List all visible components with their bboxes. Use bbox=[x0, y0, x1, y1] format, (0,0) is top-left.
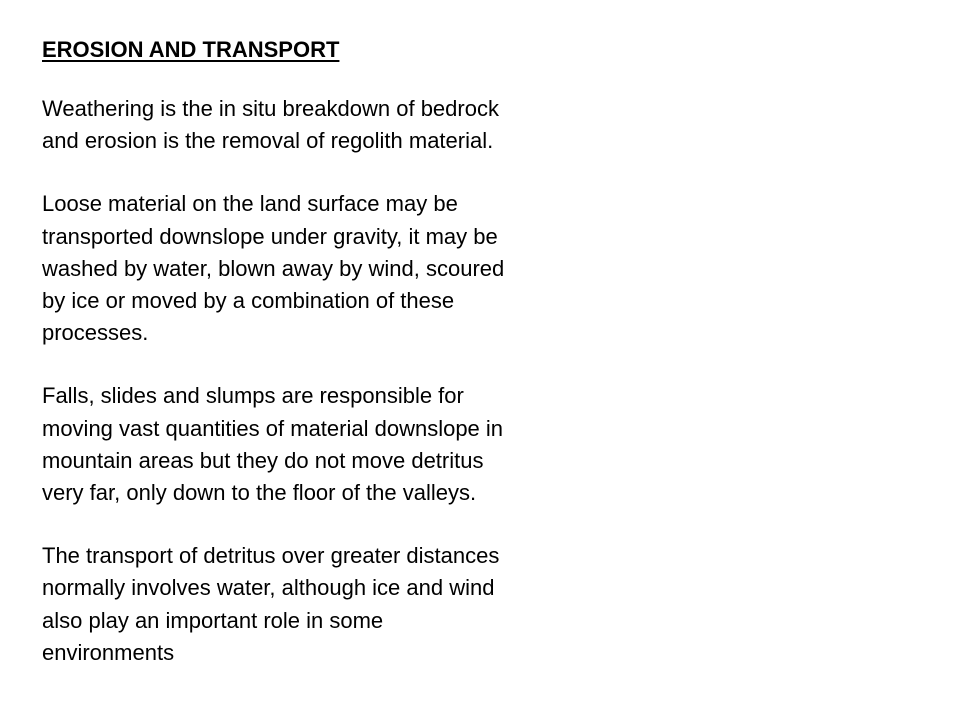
paragraph-transport: The transport of detritus over greater distances normally involves water, although ice and wind also play an important role in some environments bbox=[42, 543, 500, 665]
paragraph-weathering: Weathering is the in situ breakdown of bedrock and erosion is the removal of regolith material. bbox=[42, 96, 499, 154]
slide-content bbox=[42, 34, 622, 700]
slide-title: EROSION AND TRANSPORT bbox=[42, 37, 340, 62]
paragraph-falls-slides: Falls, slides and slumps are responsible for moving vast quantities of material downslope in mountain areas but they do not move detritus very far, only down to the floor of the valleys. bbox=[42, 383, 504, 506]
paragraph-loose-material: Loose material on the land surface may be transported downslope under gravity, it may be washed by water, blown away by wind, scoured by ice or moved by a combination of these processes. bbox=[42, 191, 505, 346]
